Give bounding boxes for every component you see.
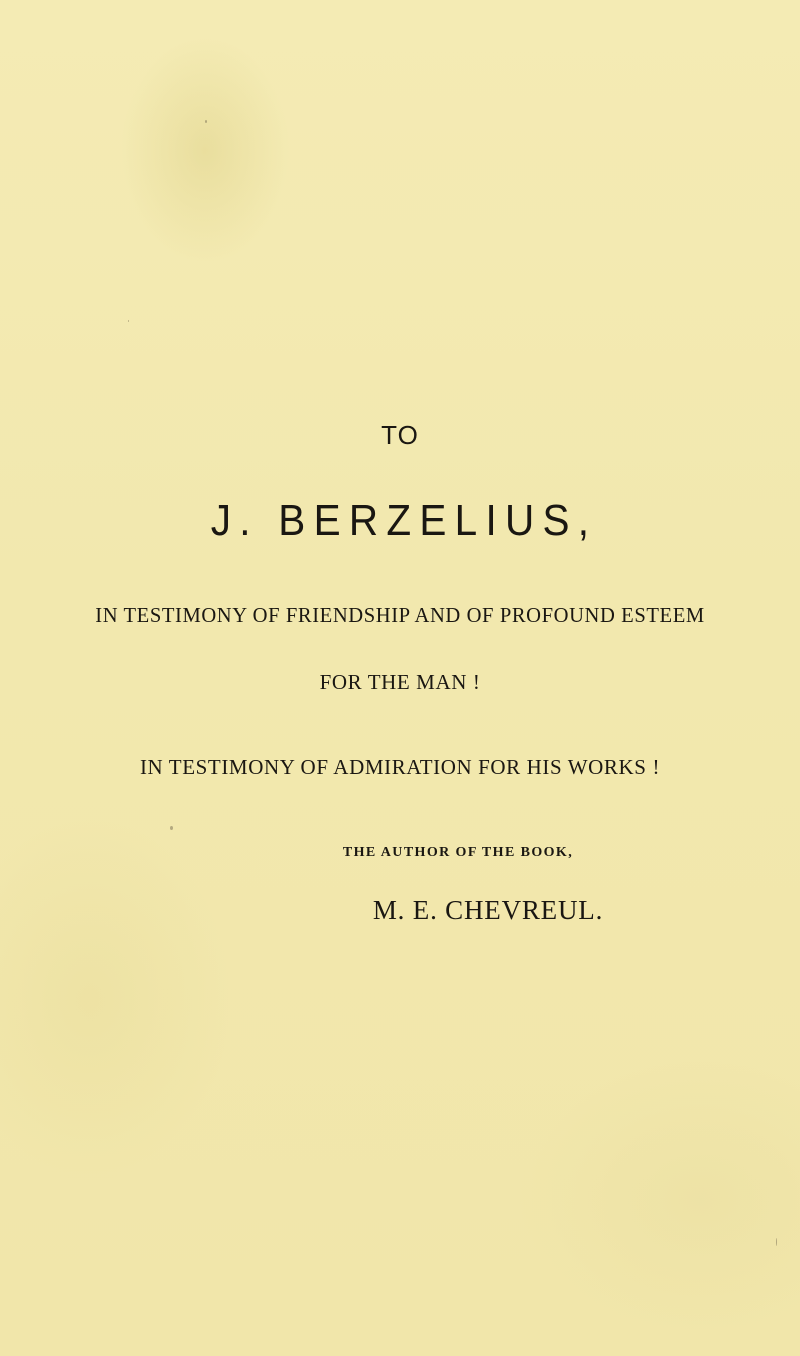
paper-speck: [205, 120, 207, 123]
testimony-friendship-line: IN TESTIMONY OF FRIENDSHIP AND OF PROFOUND ESTEEM: [95, 603, 705, 627]
paper-speck: [776, 1238, 777, 1246]
paper-speck: [170, 826, 173, 830]
for-the-man-line: FOR THE MAN !: [319, 670, 481, 694]
dedication-to: TO: [381, 420, 419, 450]
author-name: M. E. CHEVREUL.: [372, 895, 604, 925]
paper-speck: [128, 320, 129, 322]
dedicatee-name: J. BERZELIUS,: [210, 496, 598, 545]
testimony-admiration-line: IN TESTIMONY OF ADMIRATION FOR HIS WORKS !: [139, 755, 661, 779]
author-label: THE AUTHOR OF THE BOOK,: [342, 845, 574, 860]
